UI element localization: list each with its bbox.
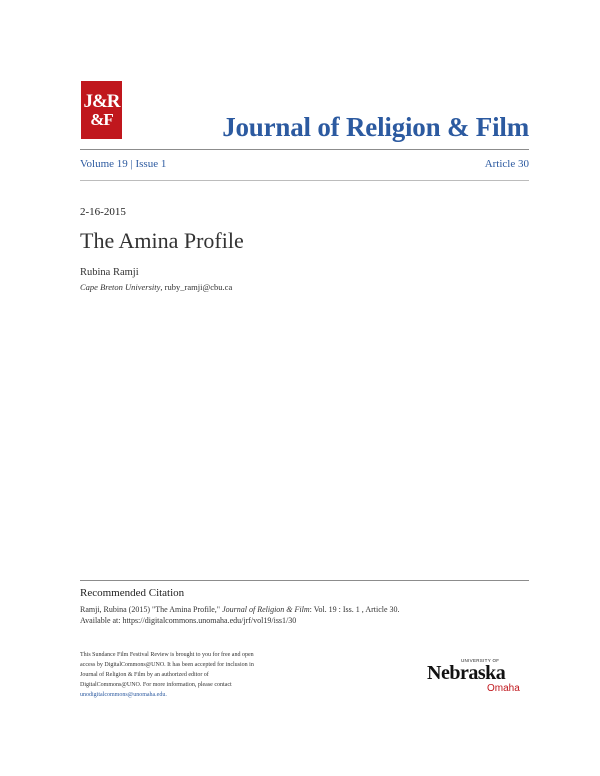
citation-available[interactable]: Available at: https://digitalcommons.unomaha.edu/jrf/vol19/iss1/30 — [80, 616, 297, 625]
contact-email-link[interactable]: unodigitalcommons@unomaha.edu. — [80, 692, 167, 698]
author-name: Rubina Ramji — [80, 267, 139, 278]
publication-date: 2-16-2015 — [80, 206, 126, 218]
subheader-rule — [80, 180, 529, 181]
notice-line: access by DigitalCommons@UNO. It has been accepted for inclusion in — [80, 662, 254, 668]
notice-line: Journal of Religion & Film by an authorized editor of — [80, 672, 209, 678]
logo-nebraska: Nebraska — [427, 662, 506, 684]
university-logo — [427, 658, 520, 694]
journal-title[interactable]: Journal of Religion & Film — [222, 112, 529, 142]
notice-line: DigitalCommons@UNO. For more information, please contact — [80, 682, 232, 688]
journal-logo — [81, 81, 122, 139]
citation-suffix: : Vol. 19 : Iss. 1 , Article 30. — [309, 605, 400, 614]
notice-line: This Sundance Film Festival Review is brought to you for free and open — [80, 652, 254, 658]
citation-text — [80, 604, 540, 626]
citation-journal: Journal of Religion & Film — [222, 605, 310, 614]
citation-rule — [80, 580, 529, 581]
author-affiliation — [80, 282, 232, 292]
volume-issue-link[interactable]: Volume 19 | Issue 1 — [80, 158, 167, 170]
access-notice — [80, 650, 310, 700]
article-number-link[interactable]: Article 30 — [484, 158, 529, 170]
logo-university-of: UNIVERSITY OF — [461, 658, 500, 663]
citation-prefix: Ramji, Rubina (2015) "The Amina Profile," — [80, 605, 223, 614]
logo-omaha: Omaha — [487, 683, 520, 694]
affiliation-name: Cape Breton University — [80, 282, 161, 292]
article-title: The Amina Profile — [80, 228, 244, 253]
logo-line2: &F — [90, 110, 113, 129]
citation-heading: Recommended Citation — [80, 587, 185, 599]
header-rule — [80, 149, 529, 150]
logo-line1: J&R — [83, 91, 120, 112]
author-email[interactable]: , ruby_ramji@cbu.ca — [160, 282, 233, 292]
